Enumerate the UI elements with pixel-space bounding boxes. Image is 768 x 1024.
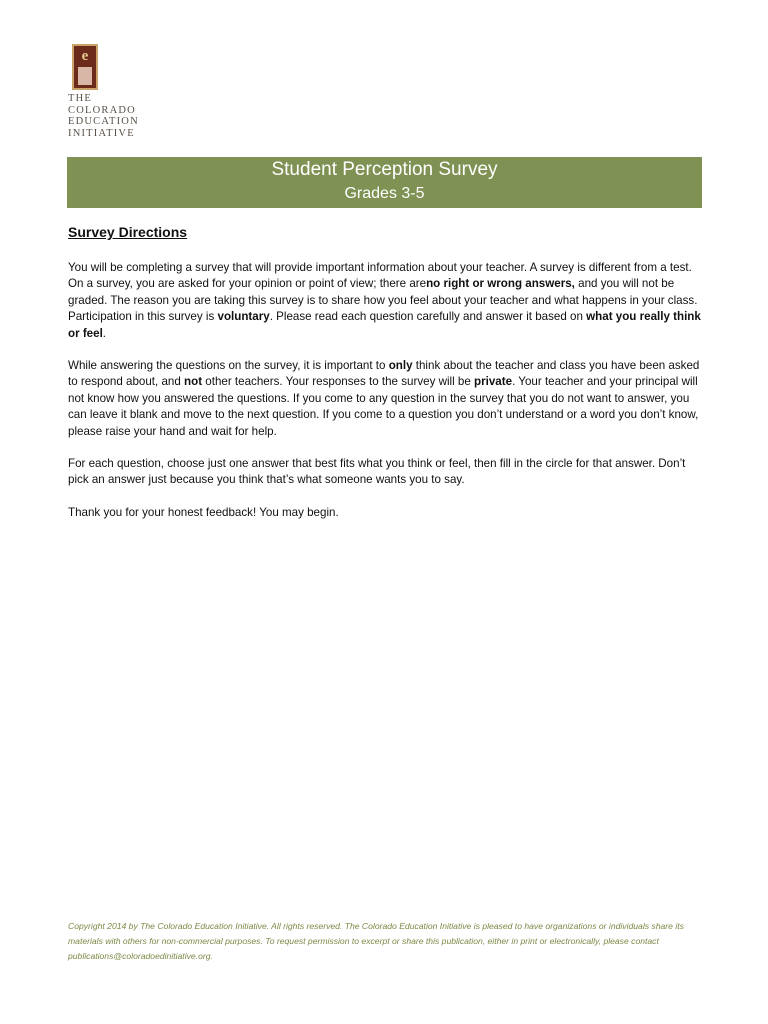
survey-grade-level: Grades 3-5 [344, 185, 425, 202]
section-heading: Survey Directions [68, 224, 188, 240]
title-banner [67, 157, 702, 208]
copyright-footer: Copyright 2014 by The Colorado Education Initiative. All rights reserved. The Colorado Education Initiative is pleased to have organizations or individuals share its materials with others for non-commercial purposes. To request permission to excerpt or share this publication, either in print or electronically, please contact publications@coloradoedinitiative.org. [68, 921, 684, 961]
logo-line: EDUCATION [68, 116, 139, 127]
logo-line: COLORADO [68, 104, 136, 116]
logo-line: THE [68, 93, 93, 104]
directions-paragraph-4: Thank you for your honest feedback! You may begin. [68, 505, 339, 519]
directions-body [68, 260, 708, 537]
logo-line: INITIATIVE [68, 127, 135, 139]
logo-mark-icon [72, 44, 98, 90]
survey-title: Student Perception Survey [271, 159, 498, 180]
directions-paragraph-2: While answering the questions on the survey, it is important to only think about the teacher and class you have been asked to respond about, and not other teachers. Your responses to the survey will be private. Your teacher and your principal will not know how you answered the questions. If you come to any question in the survey that you do not want to answer, you can leave it blank and move to the next question. If you come to a question you don’t understand or a word you don’t know, please raise your hand and wait for help. [68, 359, 700, 438]
logo-mark-letter: e [81, 48, 89, 64]
logo-wordmark [68, 93, 139, 139]
organization-logo [68, 44, 139, 139]
directions-paragraph-1: You will be completing a survey that will provide important information about your teacher. A survey is different from a test. On a survey, you are asked for your opinion or point of view; there areno right or wrong answers, and you will not be graded. The reason you are taking this survey is to share how you feel about your teacher and what happens in your class. Participation in this survey is voluntary. Please read each question carefully and answer it based on what you really think or feel. [68, 261, 701, 340]
directions-paragraph-3: For each question, choose just one answer that best fits what you think or feel, then fill in the circle for that answer. Don’t pick an answer just because you think that’s what someone wants you to say. [68, 457, 686, 487]
